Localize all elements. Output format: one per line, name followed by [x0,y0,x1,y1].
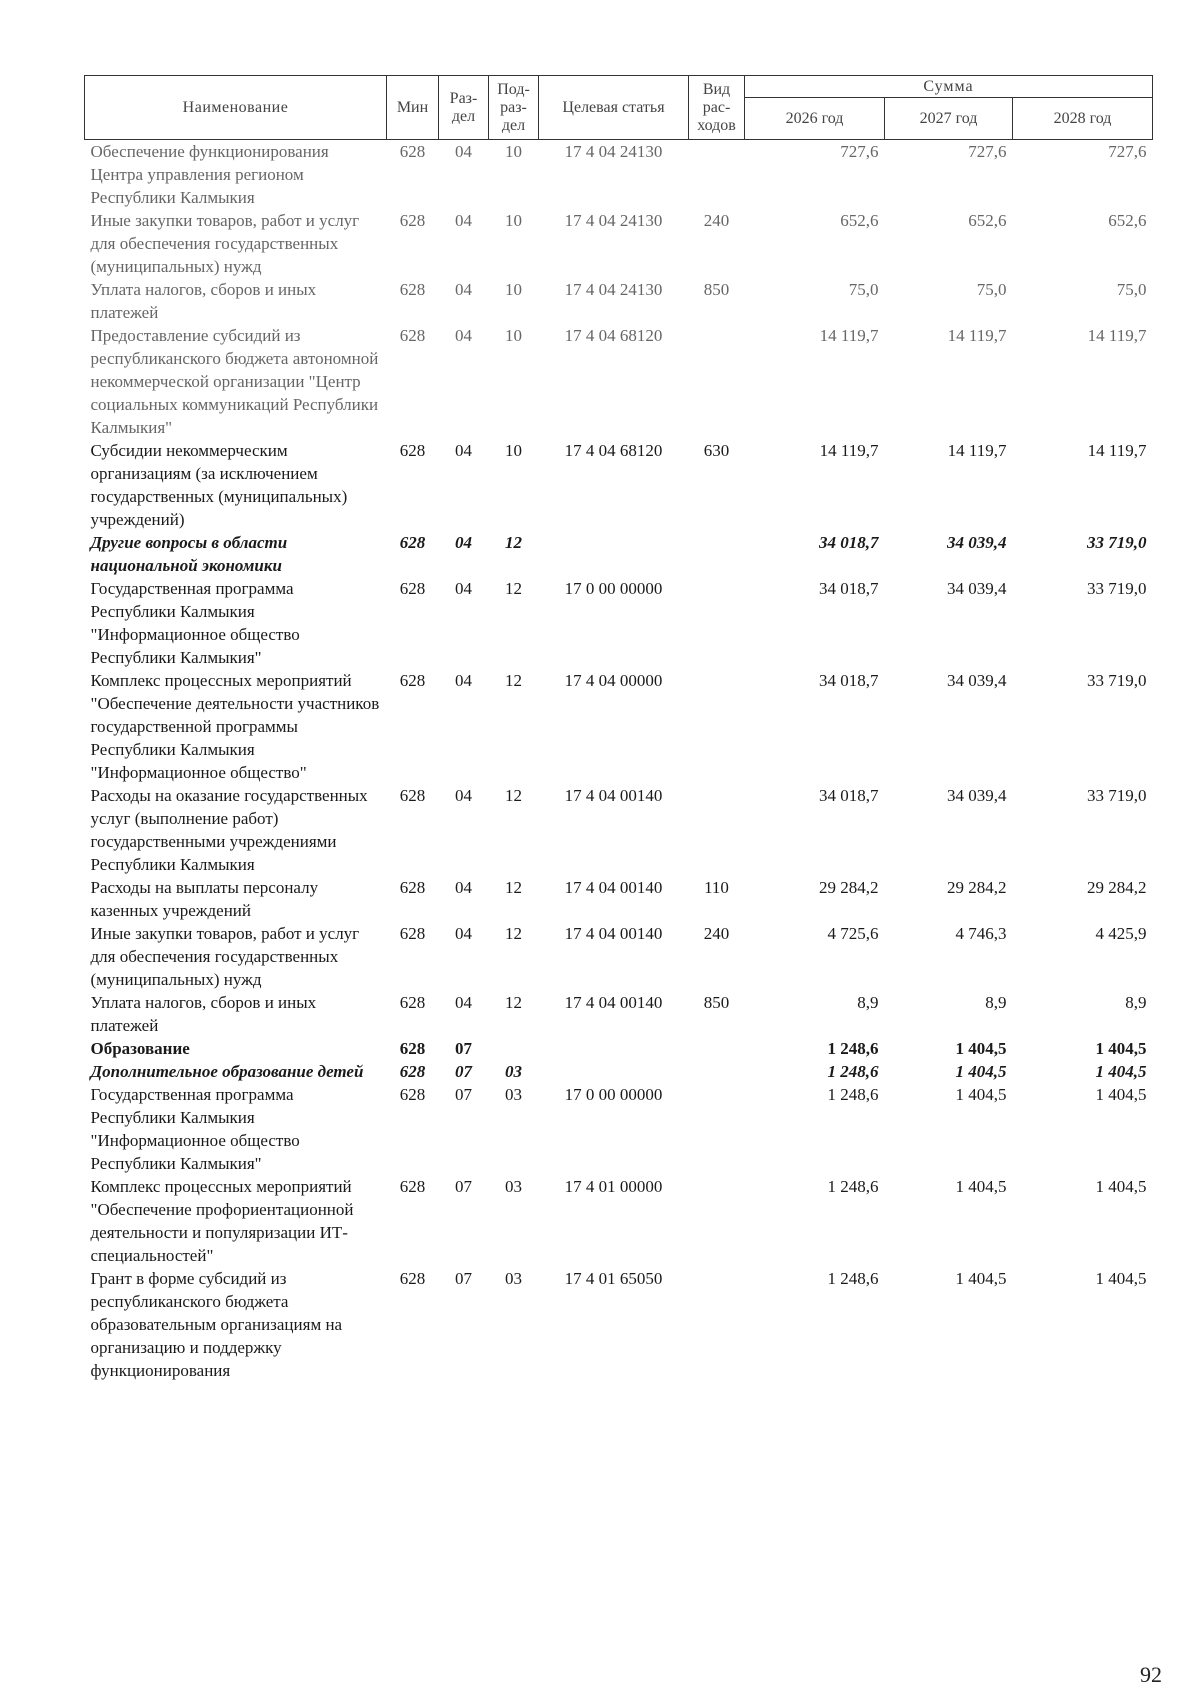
row-min: 628 [399,924,426,943]
row-celevaya: 17 4 04 00140 [564,786,663,805]
row-2027: 34 039,4 [947,786,1007,805]
row-name: Уплата налогов, сборов и иных платежей [90,280,317,322]
row-2027: 14 119,7 [947,441,1007,460]
row-2027: 1 404,5 [955,1269,1007,1288]
row-podrazdel: 03 [505,1177,522,1196]
row-2027: 652,6 [968,211,1007,230]
row-2026: 652,6 [840,211,879,230]
row-vid [689,577,745,669]
row-name: Иные закупки товаров, работ и услуг для обеспечения государственных (муниципальных) нужд [90,924,360,989]
row-celevaya: 17 4 04 68120 [564,441,663,460]
row-vid [689,140,745,210]
table-row [85,1175,1153,1267]
row-2026: 1 248,6 [827,1062,879,1081]
row-podrazdel: 10 [505,441,522,460]
table-row [85,140,1153,210]
row-2027: 1 404,5 [955,1062,1007,1081]
header-razdel: Раз-дел [439,76,489,140]
row-razdel: 04 [455,924,472,943]
row-razdel: 04 [455,993,472,1012]
row-2027: 1 404,5 [955,1177,1007,1196]
row-razdel: 04 [455,142,472,161]
row-2026: 34 018,7 [819,579,879,598]
row-name: Комплекс процессных мероприятий "Обеспечение профориентационной деятельности и популяризации ИТ-специальностей" [90,1177,354,1265]
row-vid [689,1267,745,1382]
row-name: Предоставление субсидий из республиканского бюджета автономной некоммерческой организации "Центр социальных коммуникаций Республики Калмыкия" [90,326,379,437]
row-2028: 4 425,9 [1095,924,1147,943]
row-razdel: 07 [455,1039,472,1058]
row-name: Расходы на оказание государственных услуг (выполнение работ) государственными учреждениями Республики Калмыкия [90,786,368,874]
row-celevaya: 17 4 04 00140 [564,993,663,1012]
row-razdel: 04 [455,533,472,552]
row-2026: 34 018,7 [819,533,879,552]
row-min: 628 [399,993,426,1012]
row-vid: 110 [704,878,729,897]
row-podrazdel: 12 [505,786,522,805]
row-2028: 29 284,2 [1087,878,1147,897]
row-2028: 727,6 [1108,142,1147,161]
header-vid: Вид рас-ходов [689,76,745,140]
row-podrazdel: 03 [505,1269,522,1288]
row-min: 628 [399,1177,426,1196]
table-row [85,531,1153,577]
row-2028: 33 719,0 [1087,671,1147,690]
page-number: 92 [1140,1662,1162,1687]
row-min: 628 [399,579,426,598]
row-2026: 14 119,7 [819,441,879,460]
row-razdel: 04 [455,878,472,897]
row-2026: 34 018,7 [819,786,879,805]
row-min: 628 [399,786,426,805]
row-vid [689,669,745,784]
row-celevaya: 17 4 04 00140 [564,878,663,897]
header-name: Наименование [85,76,387,140]
row-celevaya [539,1060,689,1083]
row-2026: 4 725,6 [827,924,879,943]
table-row [85,784,1153,876]
row-2027: 75,0 [976,280,1007,299]
row-name: Обеспечение функционирования Центра управления регионом Республики Калмыкия [90,142,329,207]
table-row [85,1037,1153,1060]
table-row [85,1060,1153,1083]
row-vid: 240 [703,924,730,943]
row-vid [689,1175,745,1267]
row-vid [689,784,745,876]
row-name: Иные закупки товаров, работ и услуг для обеспечения государственных (муниципальных) нужд [90,211,360,276]
row-name: Государственная программа Республики Калмыкия "Информационное общество Республики Калмыкия" [90,1085,300,1173]
row-name: Грант в форме субсидий из республиканского бюджета образовательным организациям на организацию и поддержку функционирования [90,1269,343,1380]
row-vid [689,1037,745,1060]
row-min: 628 [399,1039,426,1058]
row-2028: 8,9 [1125,993,1147,1012]
header-year-2027: 2027 год [885,98,1013,140]
row-2026: 1 248,6 [827,1039,879,1058]
table-row [85,577,1153,669]
row-vid: 240 [703,211,730,230]
row-celevaya [539,1037,689,1060]
row-2027: 14 119,7 [947,326,1007,345]
row-celevaya: 17 4 04 00000 [564,671,663,690]
row-2026: 34 018,7 [819,671,879,690]
budget-document [84,75,1152,1382]
row-min: 628 [399,142,426,161]
row-min: 628 [399,1062,426,1081]
row-2028: 1 404,5 [1095,1085,1147,1104]
table-header [85,76,1153,140]
row-name: Расходы на выплаты персоналу казенных учреждений [90,878,319,920]
row-podrazdel: 12 [505,924,522,943]
row-razdel: 07 [455,1085,472,1104]
row-vid: 630 [703,441,730,460]
row-name: Другие вопросы в области национальной экономики [90,533,288,575]
row-podrazdel: 10 [505,142,522,161]
row-2028: 75,0 [1116,280,1147,299]
row-podrazdel: 10 [505,326,522,345]
header-podrazdel: Под-раз-дел [489,76,539,140]
table-row [85,669,1153,784]
row-razdel: 07 [455,1269,472,1288]
row-podrazdel: 10 [505,280,522,299]
row-2028: 1 404,5 [1095,1177,1147,1196]
row-2027: 1 404,5 [955,1085,1007,1104]
row-razdel: 07 [455,1177,472,1196]
row-razdel: 04 [455,326,472,345]
row-name: Дополнительное образование детей [90,1062,364,1081]
row-podrazdel [489,1037,539,1060]
row-min: 628 [399,878,426,897]
table-row [85,1083,1153,1175]
row-2026: 1 248,6 [827,1177,879,1196]
header-year-2028: 2028 год [1013,98,1153,140]
row-min: 628 [399,211,426,230]
row-celevaya: 17 4 01 00000 [564,1177,663,1196]
row-vid [689,531,745,577]
row-2027: 34 039,4 [947,533,1007,552]
row-razdel: 04 [455,280,472,299]
row-min: 628 [399,671,426,690]
row-2028: 33 719,0 [1087,579,1147,598]
row-podrazdel: 03 [505,1062,522,1081]
row-2028: 33 719,0 [1087,786,1147,805]
table-row [85,1267,1153,1382]
row-2026: 75,0 [848,280,879,299]
row-min: 628 [399,326,426,345]
row-2028: 14 119,7 [1087,441,1147,460]
row-celevaya: 17 4 01 65050 [564,1269,663,1288]
row-celevaya: 17 4 04 24130 [564,142,663,161]
row-2027: 34 039,4 [947,579,1007,598]
row-celevaya: 17 4 04 24130 [564,211,663,230]
row-min: 628 [399,533,426,552]
table-row [85,439,1153,531]
row-2026: 1 248,6 [827,1269,879,1288]
row-vid [689,324,745,439]
row-celevaya: 17 0 00 00000 [564,579,663,598]
row-2027: 8,9 [985,993,1007,1012]
row-razdel: 04 [455,211,472,230]
row-razdel: 07 [455,1062,472,1081]
table-row [85,209,1153,278]
row-2027: 727,6 [968,142,1007,161]
row-podrazdel: 12 [505,671,522,690]
table-row [85,278,1153,324]
row-celevaya: 17 4 04 24130 [564,280,663,299]
header-min: Мин [387,76,439,140]
row-2028: 1 404,5 [1095,1269,1147,1288]
row-vid [689,1083,745,1175]
row-podrazdel: 03 [505,1085,522,1104]
row-2028: 1 404,5 [1095,1062,1147,1081]
table-row [85,324,1153,439]
row-min: 628 [399,280,426,299]
row-podrazdel: 12 [505,993,522,1012]
header-year-2026: 2026 год [745,98,885,140]
row-podrazdel: 12 [505,579,522,598]
row-razdel: 04 [455,786,472,805]
row-2026: 14 119,7 [819,326,879,345]
row-2027: 34 039,4 [947,671,1007,690]
header-celevaya: Целевая статья [539,76,689,140]
row-min: 628 [399,1269,426,1288]
row-2028: 652,6 [1108,211,1147,230]
row-razdel: 04 [455,671,472,690]
header-summa: Сумма [745,76,1153,98]
table-row [85,991,1153,1037]
row-vid [689,1060,745,1083]
row-celevaya: 17 4 04 00140 [564,924,663,943]
row-podrazdel: 12 [505,878,522,897]
table-row [85,876,1153,922]
row-vid: 850 [703,280,730,299]
row-podrazdel: 10 [505,211,522,230]
row-name: Уплата налогов, сборов и иных платежей [90,993,317,1035]
row-2028: 33 719,0 [1087,533,1147,552]
row-name: Государственная программа Республики Калмыкия "Информационное общество Республики Калмыкия" [90,579,300,667]
row-2027: 1 404,5 [955,1039,1007,1058]
row-name: Образование [90,1039,190,1058]
row-2026: 29 284,2 [819,878,879,897]
row-celevaya [539,531,689,577]
budget-table [84,75,1153,1382]
row-razdel: 04 [455,579,472,598]
row-razdel: 04 [455,441,472,460]
row-2027: 4 746,3 [955,924,1007,943]
row-name: Комплекс процессных мероприятий "Обеспечение деятельности участников государственной программы Республики Калмыкия "Информационное общество" [90,671,380,782]
row-celevaya: 17 0 00 00000 [564,1085,663,1104]
row-2026: 1 248,6 [827,1085,879,1104]
row-2028: 14 119,7 [1087,326,1147,345]
row-2026: 727,6 [840,142,879,161]
table-body [85,140,1153,1383]
row-celevaya: 17 4 04 68120 [564,326,663,345]
row-min: 628 [399,1085,426,1104]
row-2027: 29 284,2 [947,878,1007,897]
row-vid: 850 [703,993,730,1012]
row-name: Субсидии некоммерческим организациям (за исключением государственных (муниципальных) учреждений) [90,441,348,529]
row-2028: 1 404,5 [1095,1039,1147,1058]
row-min: 628 [399,441,426,460]
row-podrazdel: 12 [505,533,522,552]
table-row [85,922,1153,991]
row-2026: 8,9 [857,993,879,1012]
